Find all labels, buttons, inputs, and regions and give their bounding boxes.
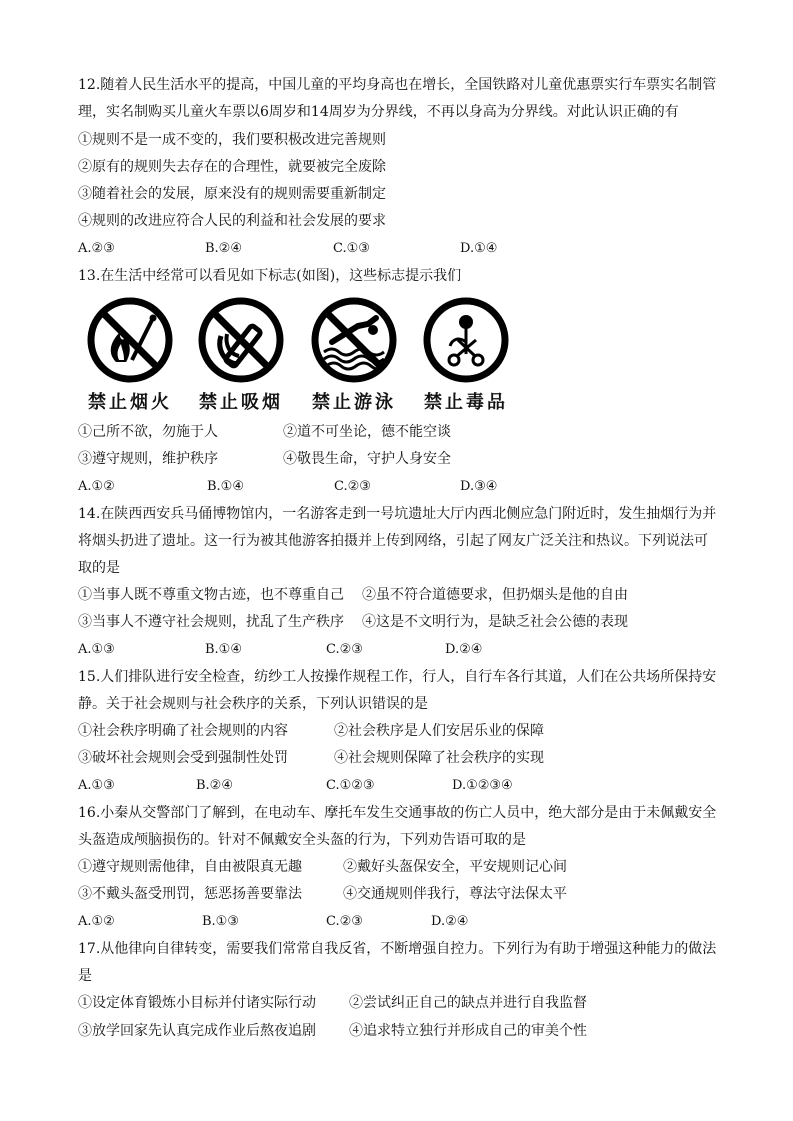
sign-no-drugs [416,296,516,414]
sign-label-no-drugs: 禁止毒品 [424,392,508,413]
q17-item-4: ④追求特立独行并形成自己的审美个性 [349,1023,587,1039]
q12-item-2: ②原有的规则失去存在的合理性，就要被完全废除 [78,159,386,175]
q12-item-3: ③随着社会的发展，原来没有的规则需要重新制定 [78,186,386,202]
prohibition-signs [80,296,510,414]
q14-item-1: ①当事人既不尊重文物古迹，也不尊重自己 [78,587,344,603]
q14-stem-line2: 将烟头扔进了遗址。这一行为被其他游客拍摄并上传到网络，引起了网友广泛关注和热议。下列说法可 [78,533,708,549]
q13-option-c: C.②③ [334,479,371,494]
sign-no-swimming [304,296,404,414]
q14-option-b: B.①④ [205,642,242,657]
q16-option-b: B.①③ [202,914,239,929]
q13-option-d: D.③④ [460,479,498,494]
q14-option-a: A.①③ [78,642,115,657]
q15-stem-line2: 静。关于社会规则与社会秩序的关系，下列认识错误的是 [78,696,428,712]
q13-stem: 13.在生活中经常可以看见如下标志(如图)，这些标志提示我们 [78,268,462,284]
q17-item-2: ②尝试纠正自己的缺点并进行自我监督 [349,995,587,1011]
q16-stem-line2: 头盔造成颅脑损伤的。针对不佩戴安全头盔的行为，下列劝告语可取的是 [78,832,526,848]
q15-stem-line1: 15.人们排队进行安全检查，纺纱工人按操作规程工作，行人，自行车各行其道，人们在公共场所保持安 [78,669,717,685]
q17-stem-line2: 是 [78,968,92,984]
q16-item-2: ②戴好头盔保安全，平安规则记心间 [343,859,567,875]
q12-stem-line2: 理，实名制购买儿童火车票以6周岁和14周岁为分界线，不再以身高为分界线。对此认识正确的有 [78,104,679,120]
sign-no-smoking [191,296,291,414]
q12-option-b: B.②④ [205,241,242,256]
q14-option-d: D.②④ [445,642,483,657]
q12-item-4: ④规则的改进应符合人民的利益和社会发展的要求 [78,213,386,229]
no-swimming-icon [310,296,398,384]
no-smoking-icon [197,296,285,384]
q15-item-1: ①社会秩序明确了社会规则的内容 [78,723,288,739]
q15-option-c: C.①②③ [326,778,375,793]
q16-item-1: ①遵守规则需他律，自由被限真无趣 [78,859,302,875]
sign-label-no-smoking: 禁止吸烟 [199,392,283,413]
q17-item-3: ③放学回家先认真完成作业后熬夜追剧 [78,1023,316,1039]
sign-label-no-swimming: 禁止游泳 [312,392,396,413]
q16-option-a: A.①② [78,914,115,929]
q14-item-2: ②虽不符合道德要求，但扔烟头是他的自由 [362,587,628,603]
q14-option-c: C.②③ [326,642,363,657]
q12-item-1: ①规则不是一成不变的，我们要积极改进完善规则 [78,132,386,148]
sign-label-no-fire: 禁止烟火 [88,392,172,413]
q15-option-a: A.①③ [78,778,115,793]
q16-option-d: D.②④ [431,914,469,929]
q16-item-4: ④交通规则伴我行，尊法守法保太平 [343,886,567,902]
q15-option-b: B.②④ [196,778,233,793]
q15-option-d: D.①②③④ [452,778,513,793]
q14-item-3: ③当事人不遵守社会规则，扰乱了生产秩序 [78,614,344,630]
q12-option-c: C.①③ [333,241,370,256]
q12-stem-line1: 12.随着人民生活水平的提高，中国儿童的平均身高也在增长，全国铁路对儿童优惠票实行车票实名制管 [78,77,717,93]
q14-stem-line1: 14.在陕西西安兵马俑博物馆内，一名游客走到一号坑遗址大厅内西北侧应急门附近时，发生抽烟行为并 [78,506,717,522]
q14-item-4: ④这是不文明行为，是缺乏社会公德的表现 [362,614,628,630]
q14-stem-line3: 取的是 [78,560,120,576]
q17-stem-line1: 17.从他律向自律转变，需要我们常常自我反省，不断增强自控力。下列行为有助于增强这种能力的做法 [78,941,717,957]
q13-item-1: ①己所不欲，勿施于人 [78,424,218,440]
no-drugs-icon [422,296,510,384]
q13-item-2: ②道不可坐论，德不能空谈 [283,424,451,440]
no-fire-icon [86,296,174,384]
q13-item-3: ③遵守规则，维护秩序 [78,451,218,467]
q15-item-4: ④社会规则保障了社会秩序的实现 [334,750,544,766]
q13-item-4: ④敬畏生命，守护人身安全 [283,451,451,467]
q16-stem-line1: 16.小秦从交警部门了解到，在电动车、摩托车发生交通事故的伤亡人员中，绝大部分是由于未佩戴安全 [78,805,717,821]
q16-item-3: ③不戴头盔受刑罚，惩恶扬善要靠法 [78,886,302,902]
q12-option-d: D.①④ [460,241,498,256]
q12-option-a: A.②③ [78,241,115,256]
q15-item-3: ③破坏社会规则会受到强制性处罚 [78,750,288,766]
q16-option-c: C.②③ [326,914,363,929]
q13-option-b: B.①④ [207,479,244,494]
q15-item-2: ②社会秩序是人们安居乐业的保障 [334,723,544,739]
q13-option-a: A.①② [78,479,115,494]
sign-no-fire [80,296,180,414]
q17-item-1: ①设定体育锻炼小目标并付诸实际行动 [78,995,316,1011]
